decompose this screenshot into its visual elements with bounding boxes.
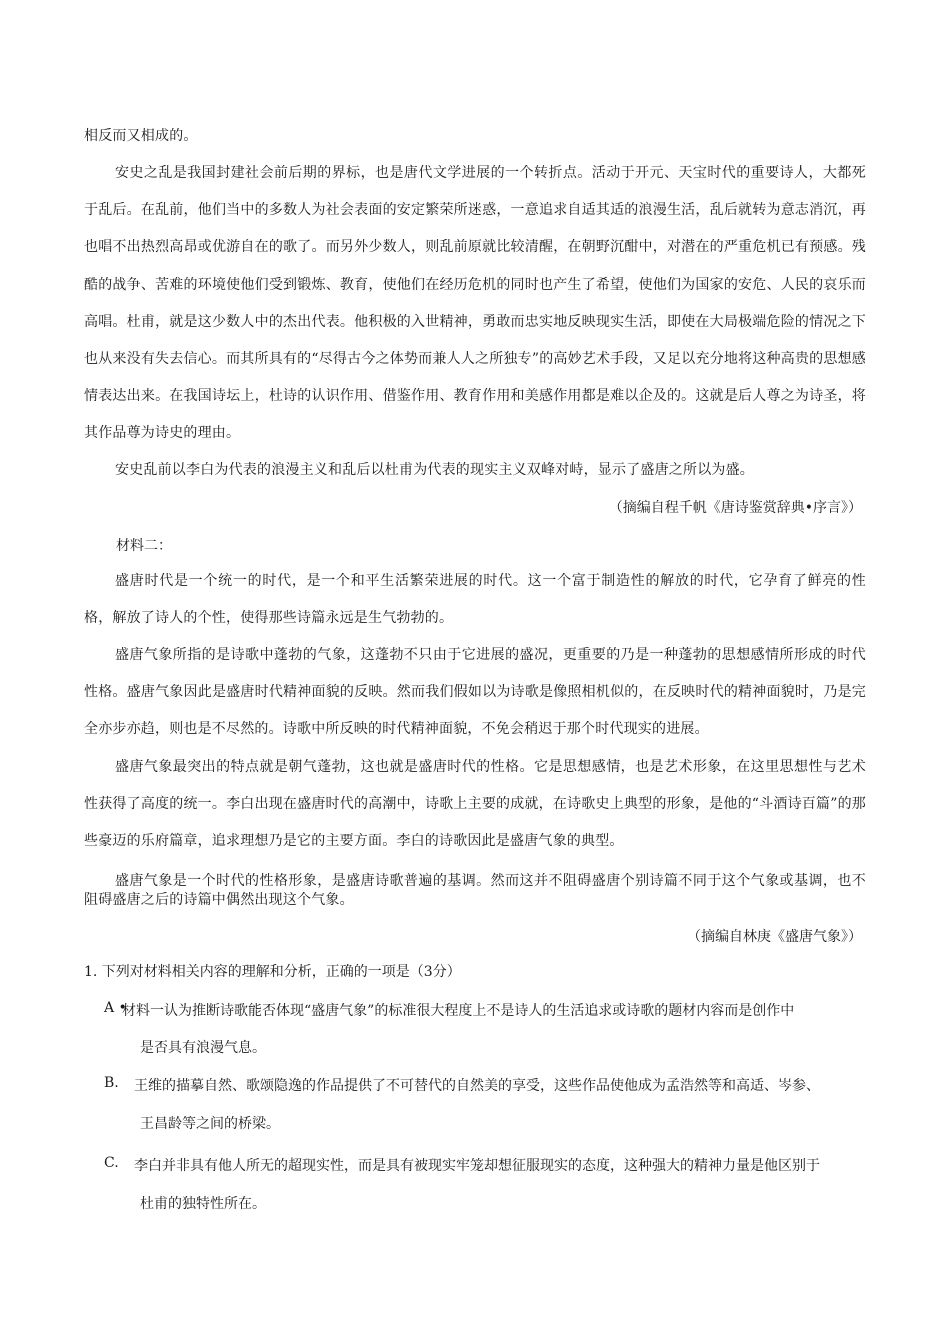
option-a-line-2: 是否具有浪漫气息。	[140, 1040, 266, 1056]
option-a-letter: A •	[104, 1000, 127, 1016]
material2-source: （摘编自林庚《盛唐气象》）	[687, 929, 862, 945]
material2-paragraph-2: 盛唐气象所指的是诗歌中蓬勃的气象，这蓬勃不只由于它进展的盛况，更重要的乃是一种蓬勃的思想感情所形成的时代性格。盛唐气象因此是盛唐时代精神面貌的反映。然而我们假如以为诗歌是像照相机似的，在反映时代的精神面貌时，乃是完全亦步亦趋，则也是不尽然的。诗歌中所反映的时代精神面貌，不免会稍迟于那个时代现实的进展。	[84, 647, 866, 738]
option-b-letter: B.	[104, 1075, 119, 1091]
option-a-line-1: 材料一认为推断诗歌能否体现“盛唐气象”的标准很大程度上不是诗人的生活追求或诗歌的题材内容而是创作中	[122, 1003, 795, 1019]
material1-paragraph-2: 安史之乱是我国封建社会前后期的界标，也是唐代文学进展的一个转折点。活动于开元、天宝时代的重要诗人，大都死于乱后。在乱前，他们当中的多数人为社会表面的安定繁荣所迷惑，一意追求自适其适的浪漫生活，乱后就转为意志消沉，再也唱不出热烈高昂或优游自在的歌了。而另外少数人，则乱前原就比较清醒，在朝野沉酣中，对潜在的严重危机已有预感。残酷的战争、苦难的环境使他们受到锻炼、教育，使他们在经历危机的同时也产生了希望，使他们为国家的安危、人民的哀乐而高唱。杜甫，就是这少数人中的杰出代表。他积极的入世精神，勇敢而忠实地反映现实生活，即使在大局极端危险的情况之下也从来没有失去信心。而其所具有的“尽得古今之体势而兼人人之所独专”的高妙艺术手段，又足以充分地将这种高贵的思想感情表达出来。在我国诗坛上，杜诗的认识作用、借鉴作用、教育作用和美感作用都是难以企及的。这就是后人尊之为诗圣，将其作品尊为诗史的理由。	[84, 165, 866, 442]
option-c-line-2: 杜甫的独特性所在。	[140, 1196, 266, 1212]
material2-paragraph-3: 盛唐气象最突出的特点就是朝气蓬勃，这也就是盛唐时代的性格。它是思想感情，也是艺术形象，在这里思想性与艺术性获得了高度的统一。李白出现在盛唐时代的高潮中，诗歌上主要的成就，在诗歌史上典型的形象，是他的“斗酒诗百篇”的那些豪迈的乐府篇章，追求理想乃是它的主要方面。李白的诗歌因此是盛唐气象的典型。	[84, 759, 866, 850]
option-b-line-2: 王昌龄等之间的桥梁。	[140, 1116, 280, 1132]
material1-source: （摘编自程千帆《唐诗鉴赏辞典•序言》）	[608, 500, 862, 516]
question-1-stem: 1. 下列对材料相关内容的理解和分析，正确的一项是（3分）	[84, 964, 461, 980]
material1-paragraph-tail: 相反而又相成的。	[84, 128, 198, 144]
material1-paragraph-3: 安史乱前以李白为代表的浪漫主义和乱后以杜甫为代表的现实主义双峰对峙，显示了盛唐之所以为盛。	[115, 462, 754, 478]
option-c-letter: C.	[104, 1155, 119, 1171]
material2-paragraph-1: 盛唐时代是一个统一的时代，是一个和平生活繁荣进展的时代。这一个富于制造性的解放的时代，它孕育了鲜亮的性格，解放了诗人的个性，使得那些诗篇永远是生气勃勃的。	[84, 573, 866, 626]
option-c-line-1: 李白并非具有他人所无的超现实性，而是具有被现实牢笼却想征服现实的态度，这种强大的精神力量是他区别于	[134, 1158, 820, 1174]
material2-label: 材料二：	[116, 538, 172, 554]
option-b-line-1: 王维的描摹自然、歌颂隐逸的作品提供了不可替代的自然美的享受，这些作品使他成为孟浩然等和高适、岑参、	[134, 1078, 820, 1094]
material2-paragraph-4: 盛唐气象是一个时代的性格形象，是盛唐诗歌普遍的基调。然而这并不阻碍盛唐个别诗篇不同于这个气象或基调，也不阻碍盛唐之后的诗篇中偶然出现这个气象。	[84, 873, 866, 908]
